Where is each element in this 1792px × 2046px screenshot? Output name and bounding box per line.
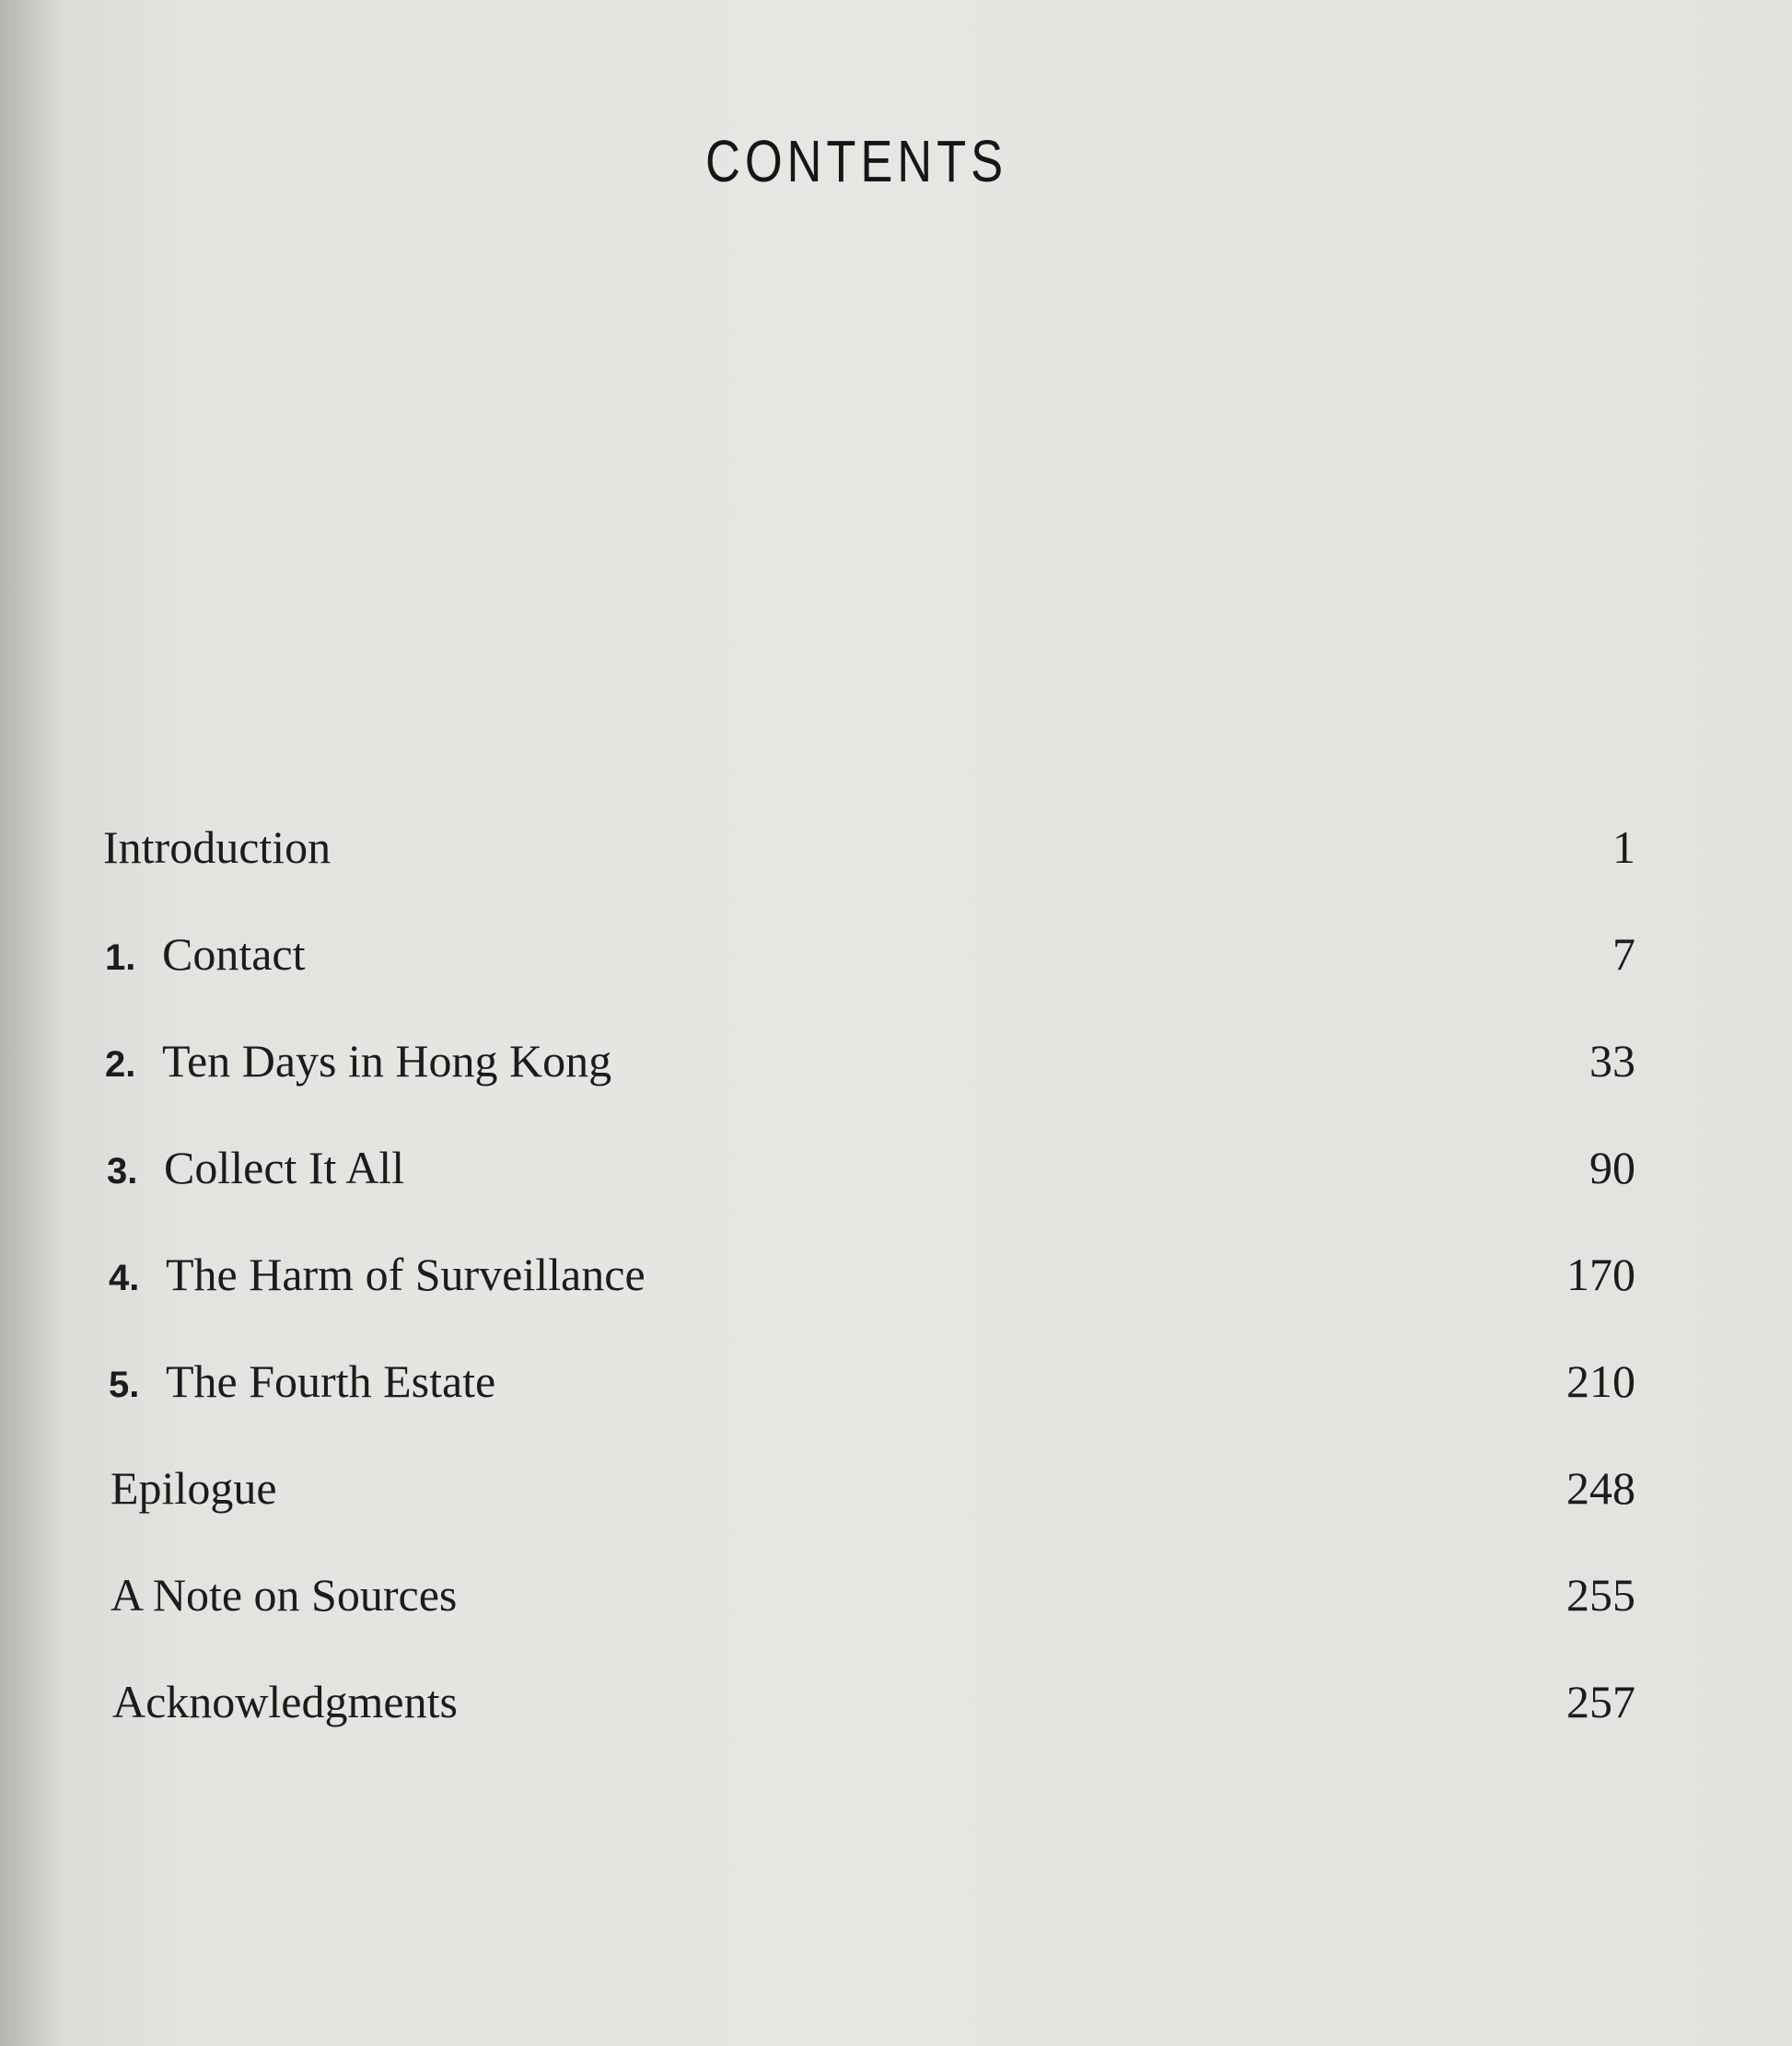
- toc-entry-page: 248: [1566, 1462, 1635, 1514]
- toc-entry-title: Introduction: [103, 821, 332, 873]
- toc-entry-chapter-4[interactable]: [103, 1238, 1635, 1344]
- toc-entry-page: 210: [1566, 1355, 1635, 1407]
- toc-entry-number: 1.: [105, 937, 136, 978]
- toc-entry-epilogue[interactable]: [103, 1451, 1635, 1558]
- toc-entry-note-on-sources[interactable]: [103, 1558, 1635, 1665]
- toc-entry-chapter-5[interactable]: [103, 1344, 1635, 1451]
- toc-entry-title: Collect It All: [164, 1142, 405, 1193]
- page-gutter-shadow: [0, 0, 64, 2046]
- table-of-contents: [103, 810, 1635, 1772]
- toc-entry-number: 3.: [107, 1151, 138, 1192]
- toc-entry-page: 33: [1589, 1035, 1635, 1087]
- toc-entry-title: Ten Days in Hong Kong: [162, 1035, 612, 1087]
- toc-entry-number: 5.: [109, 1365, 140, 1405]
- page-title: CONTENTS: [705, 128, 1007, 194]
- toc-entry-page: 7: [1612, 928, 1635, 980]
- toc-entry-chapter-1[interactable]: [103, 917, 1635, 1024]
- toc-entry-page: 170: [1566, 1249, 1635, 1300]
- toc-entry-page: 257: [1566, 1676, 1635, 1727]
- toc-entry-title: Acknowledgments: [112, 1676, 458, 1727]
- toc-entry-chapter-2[interactable]: [103, 1024, 1635, 1131]
- toc-entry-acknowledgments[interactable]: [103, 1665, 1635, 1772]
- toc-entry-title: Contact: [162, 928, 306, 980]
- toc-entry-chapter-3[interactable]: [103, 1131, 1635, 1238]
- toc-entry-number: 2.: [105, 1044, 136, 1085]
- toc-entry-title: The Harm of Surveillance: [166, 1249, 646, 1300]
- toc-entry-introduction[interactable]: [103, 810, 1635, 917]
- toc-entry-title: A Note on Sources: [111, 1569, 458, 1621]
- toc-entry-number: 4.: [109, 1258, 140, 1298]
- toc-entry-page: 255: [1566, 1569, 1635, 1621]
- toc-entry-title: Epilogue: [111, 1462, 277, 1514]
- toc-entry-page: 90: [1589, 1142, 1635, 1193]
- toc-entry-title: The Fourth Estate: [166, 1355, 496, 1407]
- toc-entry-page: 1: [1612, 821, 1635, 873]
